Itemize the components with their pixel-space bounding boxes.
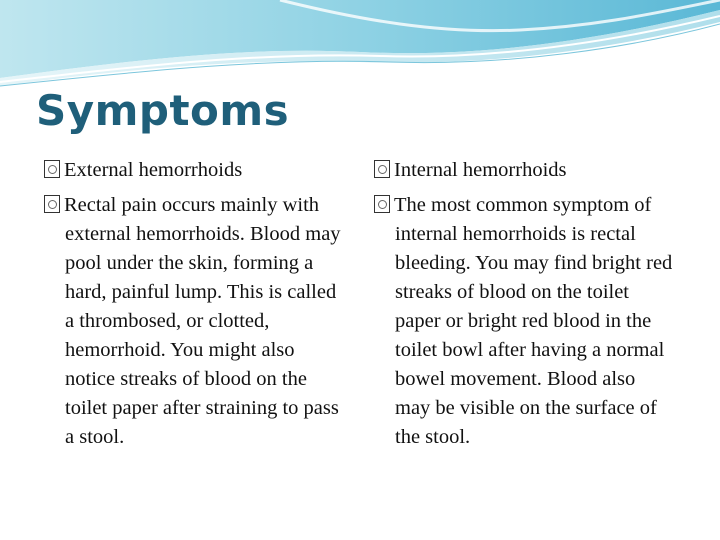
bullet-icon xyxy=(44,195,60,213)
column-heading-text: Internal hemorrhoids xyxy=(394,159,567,181)
column-body xyxy=(374,191,674,452)
bullet-icon xyxy=(44,160,60,178)
column-body xyxy=(44,191,344,452)
column-heading-text: External hemorrhoids xyxy=(64,159,243,181)
column-heading xyxy=(374,156,674,185)
slide-title: Symptoms xyxy=(36,86,290,135)
column-body-text: Rectal pain occurs mainly with external hemorrhoids. Blood may pool under the skin, forming a hard, painful lump. This is called a thrombosed, or clotted, hemorrhoid. You might also notice streaks of blood on the toilet paper after straining to pass a stool. xyxy=(64,194,341,448)
column-external xyxy=(44,156,344,452)
bullet-icon xyxy=(374,195,390,213)
header-wave-decoration xyxy=(0,0,720,90)
column-heading xyxy=(44,156,344,185)
bullet-icon xyxy=(374,160,390,178)
column-body-text: The most common symptom of internal hemorrhoids is rectal bleeding. You may find bright red streaks of blood on the toilet paper or bright red blood in the toilet bowl after having a normal bowel movement. Blood also may be visible on the surface of the stool. xyxy=(394,194,673,448)
column-internal xyxy=(374,156,674,452)
